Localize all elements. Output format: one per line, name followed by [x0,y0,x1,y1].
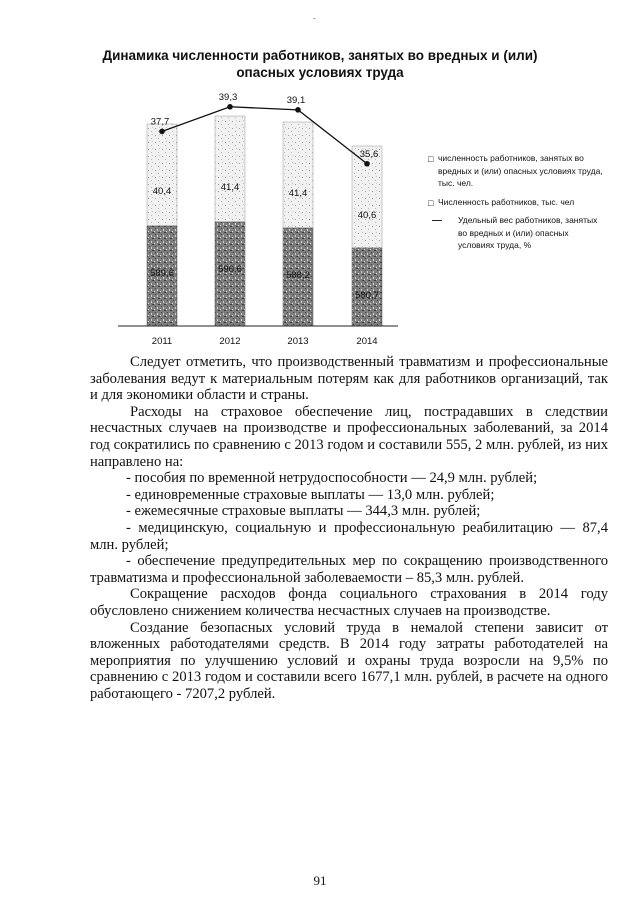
legend-label-total: Численность работников, тыс. чел [438,196,575,207]
legend-label-hazard: численность работников, занятых во вредных и (или) опасных условиях труда, тыс. чел. [438,153,603,188]
bullet-3: - ежемесячные страховые выплаты — 344,3 млн. рублей; [126,503,481,520]
data-label-hazard-2013: 41,4 [288,188,308,199]
x-tick-2013: 2013 [287,336,309,347]
data-label-share-2012: 39,3 [218,91,238,103]
bar-hazard-2011 [147,124,177,226]
bar-hazard-2013 [283,122,313,228]
page-number: 91 [313,873,327,888]
x-tick-2014: 2014 [356,336,378,347]
legend-marker-hazard: □ [428,154,434,164]
data-label-total-2012: 590,6 [218,264,242,275]
paragraph-3: Сокращение расходов фонда социального страхования в 2014 году обусловлено снижением количества несчастных случаев на производстве. [90,586,608,619]
chart-title: Динамика численности работников, занятых во вредных и (или) опасных условиях труда [102,48,538,80]
bar-hazard-2012 [215,116,245,222]
page-mark: - [313,14,316,23]
point-share-2011 [159,129,165,135]
paragraph-1: Следует отметить, что производственный травматизм и профессиональные заболевания ведут к материальным потерям как для работников организаций, так и для экономики области и страны. [90,354,608,404]
legend-item-total [428,196,603,209]
x-tick-2011: 2011 [151,336,173,347]
line-share [162,107,367,164]
point-share-2013 [295,107,301,113]
bullet-5: - обеспечение предупредительных мер по сокращению производственного травматизма и профессиональной заболеваемости – 85,3 млн. рублей. [90,553,608,586]
legend-marker-total: □ [428,197,434,208]
legend-label-share: Удельный вес работников, занятых во вредных и (или) опасных условиях труда, % [458,215,598,250]
legend-line-icon [432,220,442,221]
bullet-4: - медицинскую, социальную и профессиональную реабилитацию — 87,4 млн. рублей; [90,519,608,553]
data-label-total-2014: 580,7 [355,290,379,301]
point-share-2014 [364,161,370,167]
bullet-1: - пособия по временной нетрудоспособности — 24,9 млн. рублей; [126,470,538,487]
paragraph-2: Расходы на страховое обеспечение лиц, пострадавших в следствии несчастных случаев на производстве и профессиональных заболеваний, за 2014 год сократились по сравнению с 2013 годом и составили 555, 2 млн. рублей, из них направлено на: [90,403,608,470]
x-tick-labels [152,336,378,347]
paragraph-4: Создание безопасных условий труда в немалой степени зависит от вложенных работодателями средств. В 2014 году затраты работодателей на мероприятия по улучшению условий и охраны труда возросли на 9,5% по сравнению с 2013 годом и составили всего 1677,1 млн. рублей, в расчете на одного работающего - 7207,2 рублей. [90,619,608,702]
data-label-hazard-2012: 41,4 [220,182,240,193]
data-label-total-2013: 588,2 [286,270,310,281]
chart-legend [428,152,603,258]
data-label-share-2014: 35,6 [359,148,379,160]
data-label-hazard-2011: 40,4 [152,186,172,197]
data-label-share-2011: 37,7 [150,116,170,128]
bar-total-2014 [352,248,382,326]
data-label-hazard-2014: 40,6 [357,210,377,221]
bullet-2: - единовременные страховые выплаты — 13,0 млн. рублей; [126,486,495,503]
point-share-2012 [227,104,233,110]
data-label-share-2013: 39,1 [286,94,306,106]
legend-item-hazard [428,152,603,190]
x-tick-2012: 2012 [219,336,241,347]
data-label-total-2011: 589,6 [150,268,174,279]
line-layer [159,104,370,167]
legend-item-share [428,214,603,252]
body-text [90,354,608,702]
